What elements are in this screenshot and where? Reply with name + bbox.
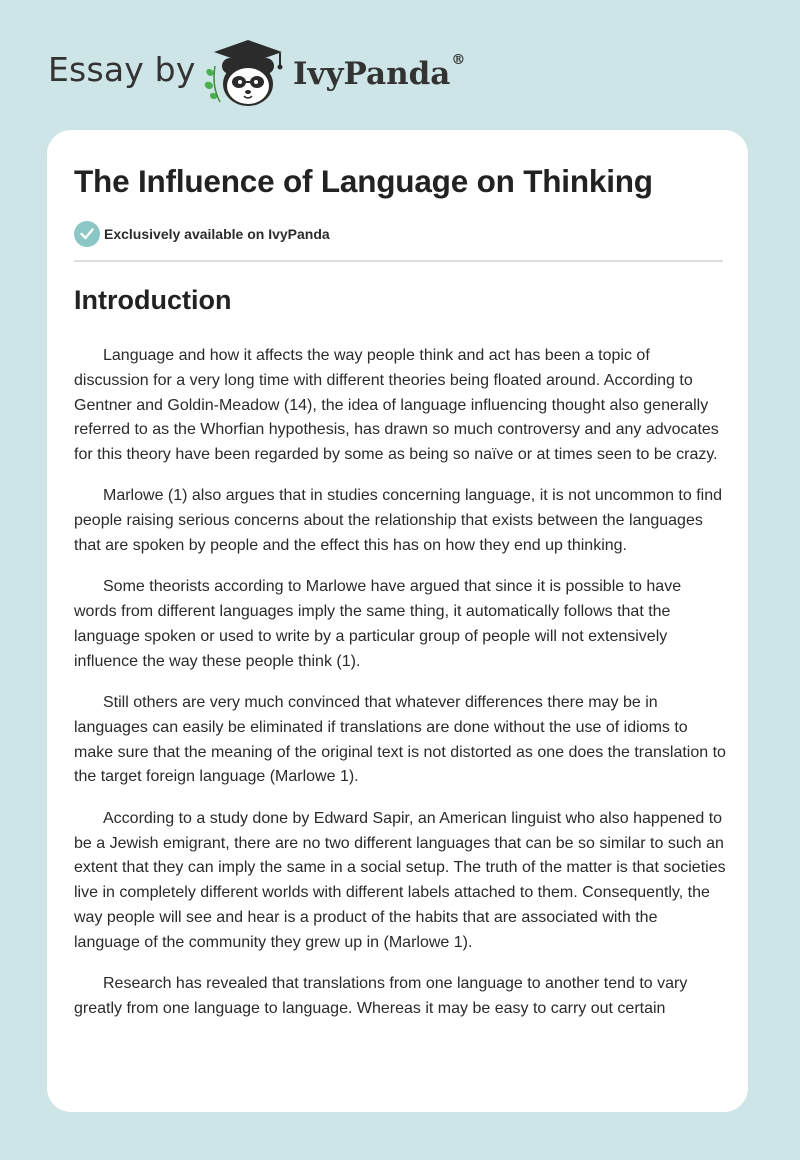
exclusive-label: Exclusively available on IvyPanda (104, 226, 330, 242)
essay-by-label: Essay by (48, 50, 196, 89)
brand-name: IvyPanda® (293, 52, 466, 92)
essay-card (47, 130, 748, 1112)
paragraph: According to a study done by Edward Sapir, an American linguist who also happened to be a Jewish emigrant, there are no two different languages that can be so similar to such an extent that they can imply the same in a social setup. The truth of the matter is that societies live in completely different worlds with different labels attached to them. Consequently, the way people will see and hear is a product of the habits that are associated with the language of the community they grew up in (Marlowe 1). (74, 809, 726, 951)
paragraph: Some theorists according to Marlowe have argued that since it is possible to have words from different languages imply the same thing, it automatically follows that the language spoken or used to write by a particular group of people will not extensively influence the way these people think (1). (74, 578, 682, 670)
section-heading: Introduction (74, 285, 232, 315)
paragraph: Language and how it affects the way people think and act has been a topic of discussion for a very long time with different theories being floated around. According to Gentner and Goldin-Meadow (14), the idea of language influencing thought also generally referred to as the Whorfian hypothesis, has drawn so much controversy and any advocates for this theory have been regarded by some as being so naïve or at times seen to be crazy. (74, 347, 719, 464)
registered-mark: ® (451, 52, 466, 68)
paragraph: Research has revealed that translations from one language to another tend to vary greatly from one language to language. Whereas it may be easy to carry out certain (74, 975, 688, 1017)
checkmark-icon (74, 221, 100, 247)
paragraph: Marlowe (1) also argues that in studies concerning language, it is not uncommon to find people raising serious concerns about the relationship that exists between the languages that are spoken by people and the effect this has on how they end up thinking. (74, 487, 723, 555)
panda-graduation-cap-icon (200, 36, 296, 110)
essay-body (74, 344, 726, 1038)
site-header (48, 36, 508, 110)
divider (74, 260, 723, 262)
paragraph: Still others are very much convinced that whatever differences there may be in languages can easily be eliminated if translations are done without the use of idioms to make sure that the meaning of the original text is not distorted as one does the translation to the target foreign language (Marlowe 1). (74, 694, 726, 786)
essay-title: The Influence of Language on Thinking (74, 163, 653, 199)
